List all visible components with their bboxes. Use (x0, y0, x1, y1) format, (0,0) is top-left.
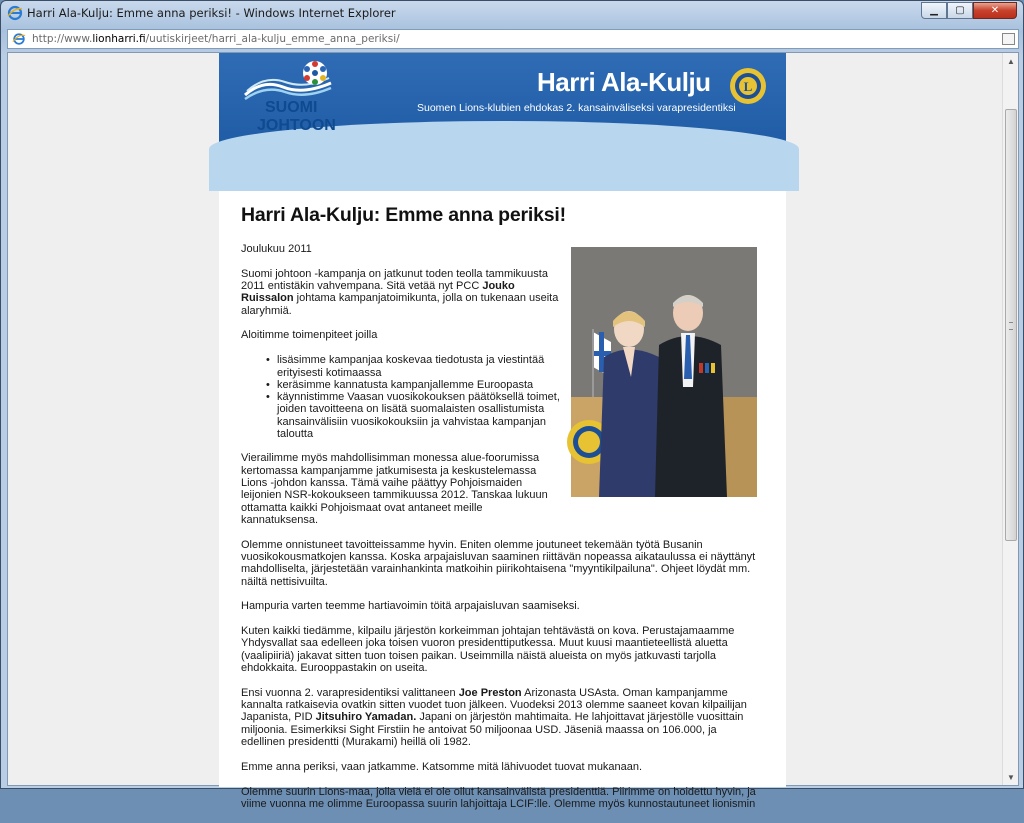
svg-text:L: L (743, 79, 753, 94)
flags-emblem-icon (301, 59, 329, 87)
actions-list (277, 354, 571, 440)
paragraph-intro-part2: johtama kampanjatoimikunta, jolla on tukenaan useita alaryhmiä. (241, 292, 559, 317)
article-date: Joulukuu 2011 (241, 243, 312, 255)
window-title: Harri Ala-Kulju: Emme anna periksi! - Windows Internet Explorer (27, 6, 396, 20)
close-button[interactable] (973, 2, 1017, 19)
person-name-preston: Joe Preston (458, 686, 522, 699)
compatibility-view-icon[interactable] (1002, 33, 1015, 45)
scroll-thumb[interactable] (1005, 109, 1017, 541)
list-item: • käynnistimme Vaasan vuosikokouksen päätöksellä toimet, joiden tavoitteena on lisätä suomalaisten osallistumista kansainvälisiin vuosikokouksiin ja vahvistaa kampanjan taloutta (277, 391, 571, 440)
paragraph-candidates-part3: Japani on järjestön mahtimaita. He lahjoittavat järjestölle vuosittain miljoonia. Esimerkiksi Sight Firstiin he antoivat 50 miljoonaa USD. Jäseniä maassa on 106.000, ja edellinen presidentti (Murakami) heillä oli 1982. (241, 711, 744, 748)
maximize-button[interactable] (947, 2, 973, 19)
paragraph-visits: Vierailimme myös mahdollisimman monessa alue-foorumissa kertomassa kampanjamme jatkumisesta ja keskustelemassa Lions -johdon kanssa. Tämä vaihe päättyy Pohjoismaiden leijonien NSR-kokoukseen tammikuussa 2012. Tanskaa lukuun ottamatta kaikki Pohjoismaat ovat antaneet meille kannatuksensa. (241, 452, 548, 526)
logo-text-johtoon: JOHTOON (257, 117, 336, 134)
address-bar[interactable] (7, 29, 1019, 49)
internet-explorer-icon (7, 5, 23, 21)
vertical-scrollbar[interactable] (1002, 53, 1018, 785)
paragraph-goals: Olemme onnistuneet tavoitteissamme hyvin. Eniten olemme joutuneet tekemään työtä Busanin vuosikokousmatkojen kanssa. Koska arpajaisluvan saaminen riittävän nopeassa aikataulussa ei näyttänyt mahdolliselta, järjestetään varainhankinta matkoihin piirikohtaisena "myyntikilpailuna". Ohjeet löydät mm. näiltä nettisivuilta. (241, 538, 756, 588)
person-name-ruissalo: Jouko Ruissalon (241, 280, 515, 305)
minimize-button[interactable] (921, 2, 947, 19)
url-text[interactable] (32, 33, 400, 45)
paragraph-actions-intro: Aloitimme toimenpiteet joilla (241, 329, 378, 342)
paragraph-continue: Emme anna periksi, vaan jatkamme. Katsomme mitä lähivuodet tuovat mukanaan. (241, 760, 643, 773)
url-path: /uutiskirjeet/harri_ala-kulju_emme_anna_periksi/ (145, 33, 400, 45)
list-item: • lisäsimme kampanjaa koskevaa tiedotusta ja viestintää erityisesti kotimaassa (277, 354, 571, 379)
banner-subtitle: Suomen Lions-klubien ehdokas 2. kansainväliseksi varapresidentiksi (417, 102, 736, 114)
paragraph-hamburg: Hampuria varten teemme hartiavoimin töitä arpajaisluvan saamiseksi. (241, 600, 580, 613)
close-icon: ✕ (990, 5, 1000, 16)
paragraph-largest: Olemme suurin Lions-maa, jolla vielä ei ole ollut kansainvälistä presidenttiä. Piirimme on hoidettu hyvin, ja viime vuonna me olimme Euroopassa suurin lahjoittaja LCIF:lle. Olemme myös kunnostautuneet lionismin (241, 785, 756, 810)
scroll-up-arrow-icon[interactable]: ▲ (1007, 56, 1015, 66)
minimize-icon: ▁ (930, 5, 938, 16)
paragraph-competition: Kuten kaikki tiedämme, kilpailu järjestön korkeimman johtajan tehtävästä on kova. Perustajamaamme Yhdysvallat saa edelleen joka toisen vuoron presidenttiputkessa. Muut kuusi maantieteellistä aluetta (vaalipiiriä) jakavat sitten tuon toisen paikan. Useimmilla näistä alueista on myös jatkuvasti tarjolla ehdokkaita. Eurooppastakin on useita. (241, 625, 735, 675)
list-item: • keräsimme kannatusta kampanjallemme Euroopasta (277, 379, 571, 391)
url-domain: lionharri.fi (92, 33, 146, 45)
scroll-down-arrow-icon[interactable]: ▼ (1007, 772, 1015, 782)
candidate-name: Harri Ala-Kulju (537, 67, 711, 97)
paragraph-candidates (241, 687, 761, 748)
window-controls (921, 2, 1017, 19)
person-name-yamada: Jitsuhiro Yamadan. (315, 711, 417, 724)
paragraph-candidates-part2: Arizonasta USAsta. Oman kampanjamme kannalta ratkaisevia ovatkin sitten vuodet tuon jälkeen. Vuodeksi 2013 olemme saaneet kovan kilpailijan Japanista, PID (241, 686, 747, 724)
url-prefix: http://www. (32, 33, 93, 45)
article-title: Harri Ala-Kulju: Emme anna periksi! (241, 204, 566, 226)
title-bar[interactable] (1, 1, 1023, 25)
logo-text-suomi: SUOMI (265, 99, 318, 116)
page-viewport (7, 52, 1019, 810)
paragraph-candidates-part1: Ensi vuonna 2. varapresidentiksi valittaneen (241, 686, 459, 699)
maximize-icon: ▢ (955, 5, 965, 16)
candidate-photo (571, 247, 757, 497)
suomi-johtoon-logo[interactable] (243, 59, 336, 134)
header-banner (219, 53, 786, 159)
article-content (241, 203, 761, 823)
page-favicon-icon (12, 32, 26, 46)
lions-club-emblem-icon (729, 67, 767, 105)
paragraph-intro-part1: Suomi johtoon -kampanja on jatkunut toden teolla tammikuusta 2011 entistäkin vahvempana. Sitä vetää nyt PCC (241, 267, 548, 293)
paragraph-intro (241, 268, 559, 317)
page-container (219, 53, 786, 810)
